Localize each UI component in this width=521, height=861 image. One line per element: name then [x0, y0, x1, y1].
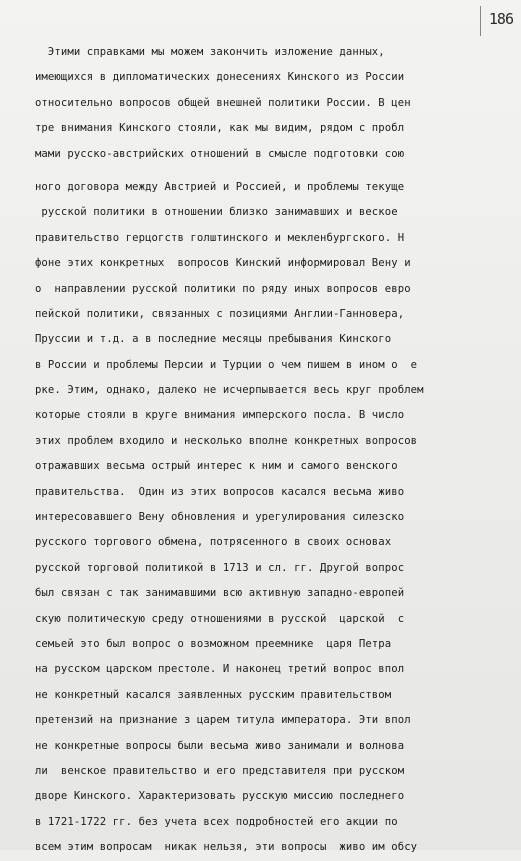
text-line: русской политики в отношении близко занимавших и веское	[22, 206, 398, 219]
text-line: претензий на признание з царем титула императора. Эти впол	[22, 714, 411, 727]
text-line: тре внимания Кинского стояли, как мы видим, рядом с пробл	[22, 122, 405, 135]
text-line: правительства. Один из этих вопросов касался весьма живо	[22, 485, 405, 498]
text-line: скую политическую среду отношениями в русской царской с	[22, 612, 405, 625]
text-line: не конкретные вопросы были весьма живо занимали и волнова	[22, 739, 405, 752]
text-line: ли венское правительство и его представителя при русском	[22, 764, 405, 777]
text-line: в России и проблемы Персии и Турции о чем пишем в ином о е	[22, 358, 418, 371]
text-line: всем этим вопросам никак нельзя, эти вопросы живо им обсу	[22, 841, 418, 854]
text-line: фоне этих конкретных вопросов Кинский информировал Вену и	[22, 257, 411, 270]
text-line: имеющихся в дипломатических донесениях Кинского из России	[22, 71, 405, 84]
text-line: русской торговой политикой в 1713 и сл. гг. Другой вопрос	[22, 561, 405, 574]
text-line: русского торгового обмена, потрясенного в своих основах	[22, 536, 392, 549]
text-line: семьей это был вопрос о возможном преемнике царя Петра	[22, 637, 392, 650]
text-line: которые стояли в круге внимания имперского посла. В число	[22, 409, 405, 422]
folio-number: 186	[488, 10, 513, 28]
text-line: интересовавшего Вену обновления и урегулирования силезско	[22, 511, 405, 524]
typewritten-text	[22, 40, 492, 861]
text-line: относительно вопросов общей внешней политики России. В цен	[22, 96, 411, 109]
text-line: не конкретный касался заявленных русским правительством	[22, 688, 392, 701]
text-line: правительство герцогств голштинского и мекленбургского. Н	[22, 231, 405, 244]
text-line: Этими справками мы можем закончить изложение данных,	[22, 46, 385, 58]
text-line: отражавших весьма острый интерес к ним и самого венского	[22, 460, 398, 473]
text-line: был связан с так занимавшими всю активную западно-европей	[22, 587, 405, 600]
text-line: в 1721-1722 гг. без учета всех подробностей его акции по	[22, 815, 398, 828]
margin-rule	[480, 6, 481, 36]
text-line: дворе Кинского. Характеризовать русскую миссию последнего	[22, 790, 405, 803]
text-line: ного договора между Австрией и Россией, и проблемы текуще	[22, 180, 405, 193]
text-line: пейской политики, связанных с позициями Англии-Ганновера,	[22, 307, 405, 320]
text-line: о направлении русской политики по ряду иных вопросов евро	[22, 282, 411, 295]
text-line: на русском царском престоле. И наконец третий вопрос впол	[22, 663, 405, 676]
text-line: этих проблем входило и несколько вполне конкретных вопросов	[22, 434, 418, 447]
text-line: Пруссии и т.д. а в последние месяцы пребывания Кинского	[22, 333, 392, 346]
text-line: мами русско-австрийских отношений в смысле подготовки сою	[22, 147, 405, 160]
text-line: рке. Этим, однако, далеко не исчерпывается весь круг проблем	[22, 384, 424, 397]
